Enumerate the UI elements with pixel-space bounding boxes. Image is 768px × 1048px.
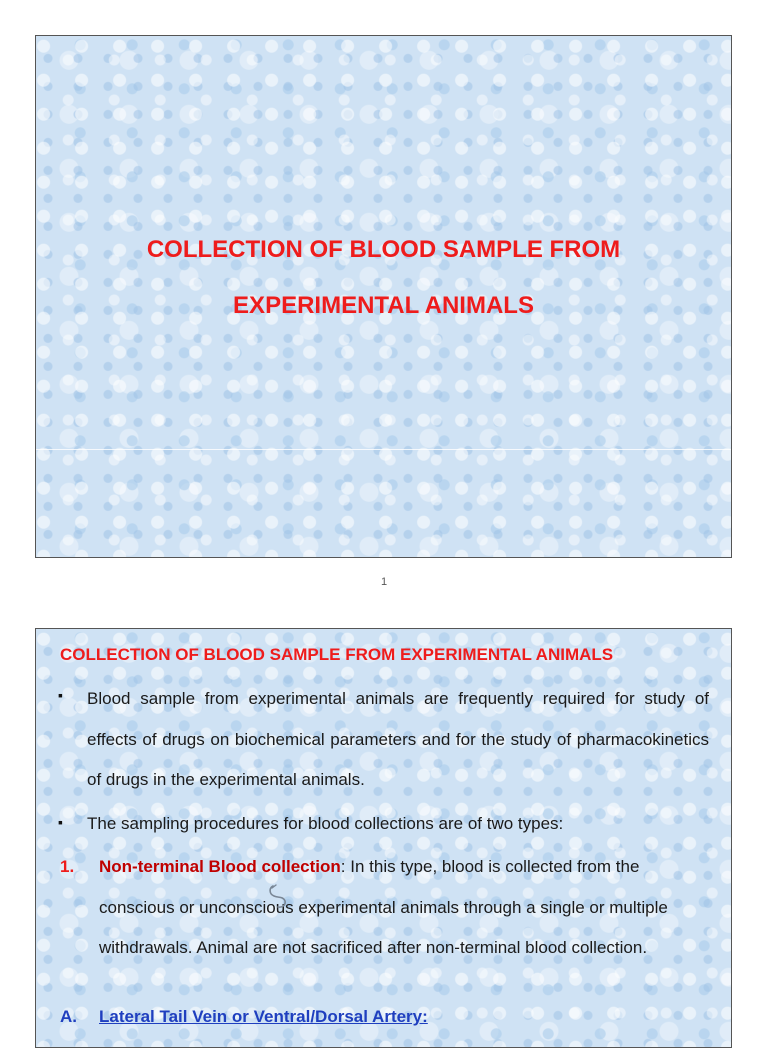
hand-cursor-icon xyxy=(263,882,293,912)
subitem-heading: Lateral Tail Vein or Ventral/Dorsal Artery: xyxy=(99,1007,428,1026)
slide-title-line-2: EXPERIMENTAL ANIMALS xyxy=(233,292,534,319)
content-slide xyxy=(35,628,732,1048)
item-1-paragraph xyxy=(99,847,709,969)
item-1-term: Non-terminal Blood collection xyxy=(99,857,341,876)
subitem-letter: A. xyxy=(60,1007,77,1026)
slide-title-line-1: COLLECTION OF BLOOD SAMPLE FROM xyxy=(146,236,621,263)
item-number: 1. xyxy=(60,857,75,876)
bullet-text-1: Blood sample from experimental animals are frequently required for study of effects of drugs on biochemical parameters and for the study of pharmacokinetics of drugs in the experimental animals. xyxy=(87,689,709,789)
item-1-text: : In this type, blood is collected from the conscious or unconscious experimental animals through a single or multiple withdrawals. Animal are not sacrificed after non-terminal blood collection. xyxy=(99,857,668,957)
page-number: 1 xyxy=(380,576,388,588)
bullet-marker: ▪ xyxy=(58,687,63,703)
bullet-marker: ▪ xyxy=(58,814,63,830)
slide-heading: COLLECTION OF BLOOD SAMPLE FROM EXPERIMENTAL ANIMALS xyxy=(60,645,614,664)
slide-divider-line xyxy=(36,449,731,450)
title-slide xyxy=(35,35,732,558)
bullet-text-2: The sampling procedures for blood collections are of two types: xyxy=(87,814,564,833)
